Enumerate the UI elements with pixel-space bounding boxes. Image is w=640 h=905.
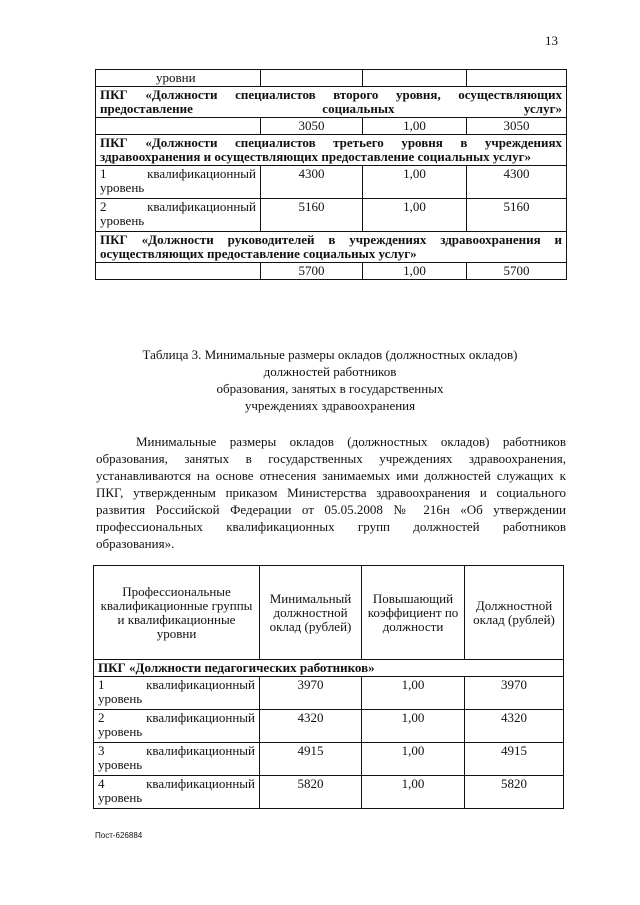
total-cell: 3970: [465, 677, 564, 710]
level-number: 1: [100, 166, 107, 181]
group-title: ПКГ «Должности специалистов третьего уровня в учреждениях здравоохранения и осуществляющих предоставление социальных услуг»: [96, 135, 567, 166]
level-cell: [94, 743, 260, 776]
group-header-row: [94, 660, 564, 677]
level-label-sub: уровень: [98, 757, 143, 772]
salary-table-continued: [95, 69, 567, 280]
salary-cell: 3050: [261, 118, 363, 135]
total-cell: 5820: [465, 776, 564, 809]
level-label: квалификационный: [146, 776, 255, 791]
header-groups: Профессиональные квалификационные группы и квалификационные уровни: [94, 566, 260, 660]
level-cell: [96, 166, 261, 199]
salary-cell: 4300: [261, 166, 363, 199]
level-cell: [94, 710, 260, 743]
level-label: квалификационный: [146, 743, 255, 758]
total-cell: 5700: [467, 263, 567, 280]
coef-cell: 1,00: [362, 743, 465, 776]
table-row: [94, 677, 564, 710]
salary-cell: 3970: [260, 677, 362, 710]
continued-level-cell: уровни: [96, 70, 261, 87]
table-row: [96, 70, 567, 87]
table-row: [94, 710, 564, 743]
salary-cell: 5820: [260, 776, 362, 809]
salary-cell: 4915: [260, 743, 362, 776]
level-label: квалификационный: [146, 710, 255, 725]
level-label-sub: уровень: [98, 691, 143, 706]
level-label-sub: уровень: [100, 213, 145, 228]
table-row: [94, 743, 564, 776]
header-min-salary: Минимальный должностной оклад (рублей): [260, 566, 362, 660]
level-cell: [94, 776, 260, 809]
header-salary: Должностной оклад (рублей): [465, 566, 564, 660]
document-footer-code: Пост-626884: [95, 831, 143, 840]
table-row: [96, 118, 567, 135]
total-cell: 4915: [465, 743, 564, 776]
coef-cell: 1,00: [362, 677, 465, 710]
level-number: 2: [100, 199, 107, 214]
level-number: 2: [98, 710, 105, 725]
page-number: 13: [545, 33, 558, 48]
level-number: 4: [98, 776, 105, 791]
caption-line: учреждениях здравоохранения: [244, 398, 416, 413]
level-cell: [96, 199, 261, 232]
group-header-row: [96, 87, 567, 118]
group-title: ПКГ «Должности руководителей в учреждениях здравоохранения и осуществляющих предоставление социальных услуг»: [96, 232, 567, 263]
level-label: квалификационный: [147, 199, 256, 214]
group-title: ПКГ «Должности специалистов второго уровня, осуществляющих предоставление социальных услуг»: [96, 87, 567, 118]
level-label-sub: уровень: [100, 180, 145, 195]
coef-cell: 1,00: [363, 166, 467, 199]
level-number: 1: [98, 677, 105, 692]
salary-table-3: [93, 565, 564, 809]
table-row: [94, 776, 564, 809]
group-header-row: [96, 232, 567, 263]
level-number: 3: [98, 743, 105, 758]
table-row: [96, 199, 567, 232]
total-cell: 4300: [467, 166, 567, 199]
total-cell: 5160: [467, 199, 567, 232]
group-header-row: [96, 135, 567, 166]
coef-cell: 1,00: [362, 776, 465, 809]
caption-line: образования, занятых в государственных: [216, 381, 444, 396]
coef-cell: 1,00: [362, 710, 465, 743]
coef-cell: 1,00: [363, 263, 467, 280]
caption-line: Таблица 3. Минимальные размеры окладов (должностных окладов): [142, 347, 518, 362]
table-row: [96, 263, 567, 280]
coef-cell: 1,00: [363, 118, 467, 135]
caption-line: должностей работников: [263, 364, 397, 379]
salary-cell: 5700: [261, 263, 363, 280]
level-label: квалификационный: [146, 677, 255, 692]
table-row: [96, 166, 567, 199]
level-label-sub: уровень: [98, 724, 143, 739]
coef-cell: 1,00: [363, 199, 467, 232]
table-caption: [100, 346, 560, 414]
level-label: квалификационный: [147, 166, 256, 181]
header-coefficient: Повышающий коэффициент по должности: [362, 566, 465, 660]
total-cell: 4320: [465, 710, 564, 743]
table-header-row: [94, 566, 564, 660]
group-title: ПКГ «Должности педагогических работников»: [94, 660, 564, 677]
body-paragraph: Минимальные размеры окладов (должностных окладов) работников образования, занятых в государственных учреждениях здравоохранения, устанавливаются на основе отнесения занимаемых ими должностей служащих к ПКГ, утвержденным приказом Министерства здравоохранения и социального развития Российской Федерации от 05.05.2008 № 216н «Об утверждении профессиональных квалификационных групп должностей работников образования».: [96, 434, 566, 551]
level-label-sub: уровень: [98, 790, 143, 805]
level-cell: [94, 677, 260, 710]
salary-cell: 5160: [261, 199, 363, 232]
total-cell: 3050: [467, 118, 567, 135]
salary-cell: 4320: [260, 710, 362, 743]
